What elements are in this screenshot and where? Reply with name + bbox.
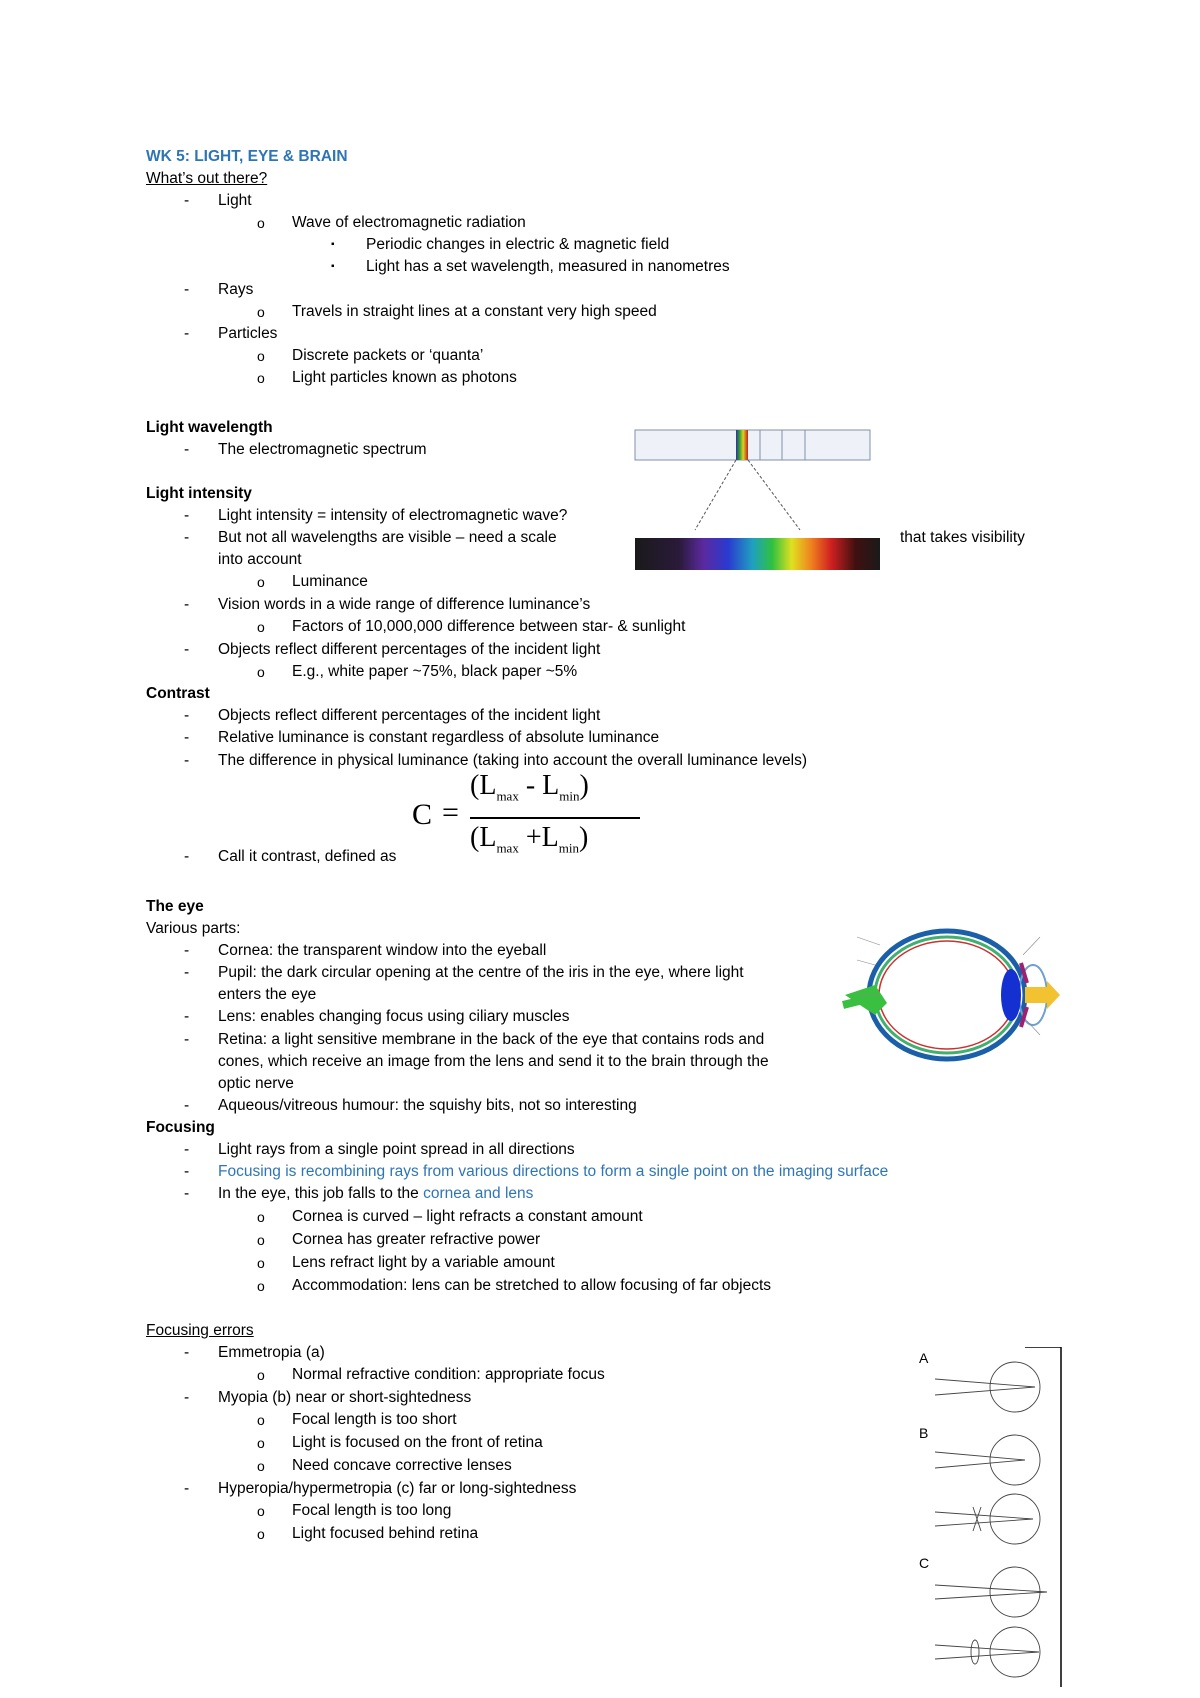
list-item: Light particles known as photons [292,369,517,386]
list-item: Particles [218,325,278,342]
figure-label-b: B [919,1425,929,1441]
dash-bullet: - [184,1097,190,1114]
section-heading-errors: Focusing errors [146,1322,254,1339]
dash-bullet: - [184,942,190,959]
dash-bullet: - [184,1163,190,1180]
dash-bullet: - [184,707,190,724]
list-item: Travels in straight lines at a constant very high speed [292,303,657,320]
dash-bullet: - [184,507,190,524]
dash-bullet: - [184,192,190,209]
circle-bullet: o [257,348,265,364]
section-heading-contrast: Contrast [146,685,210,702]
dash-bullet: - [184,529,190,546]
list-item: Light [218,192,252,209]
contrast-formula [412,770,642,870]
list-item: Discrete packets or ‘quanta’ [292,347,484,364]
section-heading-eye: The eye [146,898,204,915]
subheading: Various parts: [146,920,241,937]
circle-bullet: o [257,1503,265,1519]
dash-bullet: - [184,752,190,769]
list-item: Retina: a light sensitive membrane in the back of the eye that contains rods and [218,1031,765,1048]
list-item: Vision words in a wide range of difference luminance’s [218,596,591,613]
circle-bullet: o [257,1255,265,1271]
list-item: The difference in physical luminance (taking into account the overall luminance levels) [218,752,808,769]
list-item: Cornea is curved – light refracts a constant amount [292,1208,643,1225]
dash-bullet: - [184,1389,190,1406]
list-item: Focal length is too long [292,1502,452,1519]
dash-bullet: - [184,441,190,458]
circle-bullet: o [257,574,265,590]
list-item-continued: cones, which receive an image from the lens and send it to the brain through the [218,1053,769,1070]
list-item: Light intensity = intensity of electromagnetic wave? [218,507,568,524]
circle-bullet: o [257,1458,265,1474]
list-item: Factors of 10,000,000 difference between star- & sunlight [292,618,686,635]
circle-bullet: o [257,1367,265,1383]
list-item: Wave of electromagnetic radiation [292,214,526,231]
dash-bullet: - [184,1344,190,1361]
list-item: Focal length is too short [292,1411,457,1428]
dash-bullet: - [184,964,190,981]
refractive-errors-figure [915,1347,1065,1687]
list-item: Periodic changes in electric & magnetic field [366,236,670,253]
section-heading-focusing: Focusing [146,1119,215,1136]
list-item: Call it contrast, defined as [218,848,397,865]
dash-bullet: - [184,1185,190,1202]
formula-numerator: $(L_{max} - L_{min})$ [470,770,589,804]
list-item: Aqueous/vitreous humour: the squishy bits, not so interesting [218,1097,637,1114]
list-item: But not all wavelengths are visible – need a scale [218,529,557,546]
section-heading-wavelength: Light wavelength [146,419,273,436]
list-item: Need concave corrective lenses [292,1457,512,1474]
circle-bullet: o [257,1209,265,1225]
dash-bullet: - [184,281,190,298]
formula-equals: = [442,796,459,829]
square-bullet: ▪ [331,261,335,272]
list-item: Myopia (b) near or short-sightedness [218,1389,472,1406]
figure-label-c: C [919,1555,930,1571]
circle-bullet: o [257,1412,265,1428]
list-item: The electromagnetic spectrum [218,441,427,458]
list-item: Normal refractive condition: appropriate focus [292,1366,605,1383]
figure-label-a: A [919,1350,929,1366]
circle-bullet: o [257,1232,265,1248]
list-item: Lens refract light by a variable amount [292,1254,555,1271]
list-item: Light is focused on the front of retina [292,1434,543,1451]
dash-bullet: - [184,729,190,746]
dash-bullet: - [184,1031,190,1048]
dash-bullet: - [184,325,190,342]
formula-c: C [412,798,433,831]
dash-bullet: - [184,596,190,613]
circle-bullet: o [257,1526,265,1542]
formula-fraction-bar [470,817,640,819]
highlight-text: cornea and lens [423,1185,534,1202]
list-item: Lens: enables changing focus using ciliary muscles [218,1008,570,1025]
list-item: Cornea: the transparent window into the eyeball [218,942,547,959]
list-item: Accommodation: lens can be stretched to allow focusing of far objects [292,1277,772,1294]
list-item: Objects reflect different percentages of the incident light [218,641,601,658]
dash-bullet: - [184,1480,190,1497]
formula-denominator: $(L_{max} +L_{min})$ [470,822,589,856]
eye-anatomy-diagram [835,925,1060,1070]
circle-bullet: o [257,215,265,231]
square-bullet: ▪ [331,239,335,250]
list-item: Hyperopia/hypermetropia (c) far or long-sightedness [218,1480,577,1497]
electromagnetic-spectrum-figure [630,418,880,578]
section-heading-whats-out: What’s out there? [146,170,268,187]
list-item: Luminance [292,573,368,590]
section-heading-intensity: Light intensity [146,485,252,502]
circle-bullet: o [257,664,265,680]
circle-bullet: o [257,619,265,635]
list-item: In the eye, this job falls to the cornea and lens [218,1185,534,1202]
dash-bullet: - [184,641,190,658]
list-item: Objects reflect different percentages of the incident light [218,707,601,724]
list-item: Light rays from a single point spread in all directions [218,1141,575,1158]
list-item: Rays [218,281,254,298]
list-item: Pupil: the dark circular opening at the centre of the iris in the eye, where light [218,964,744,981]
circle-bullet: o [257,370,265,386]
list-item: Light has a set wavelength, measured in nanometres [366,258,730,275]
list-item-continued: that takes visibility [900,529,1025,546]
list-item-continued: enters the eye [218,986,317,1003]
page-title: WK 5: LIGHT, EYE & BRAIN [146,148,348,165]
list-item: Light focused behind retina [292,1525,479,1542]
list-item: Cornea has greater refractive power [292,1231,541,1248]
circle-bullet: o [257,304,265,320]
circle-bullet: o [257,1435,265,1451]
list-item: Focusing is recombining rays from various directions to form a single point on the imaging surface [218,1163,889,1180]
list-item: E.g., white paper ~75%, black paper ~5% [292,663,578,680]
list-item-continued: optic nerve [218,1075,294,1092]
dash-bullet: - [184,1141,190,1158]
list-item: Emmetropia (a) [218,1344,325,1361]
list-item: Relative luminance is constant regardless of absolute luminance [218,729,660,746]
list-item-continued: into account [218,551,302,568]
circle-bullet: o [257,1278,265,1294]
dash-bullet: - [184,1008,190,1025]
dash-bullet: - [184,848,190,865]
